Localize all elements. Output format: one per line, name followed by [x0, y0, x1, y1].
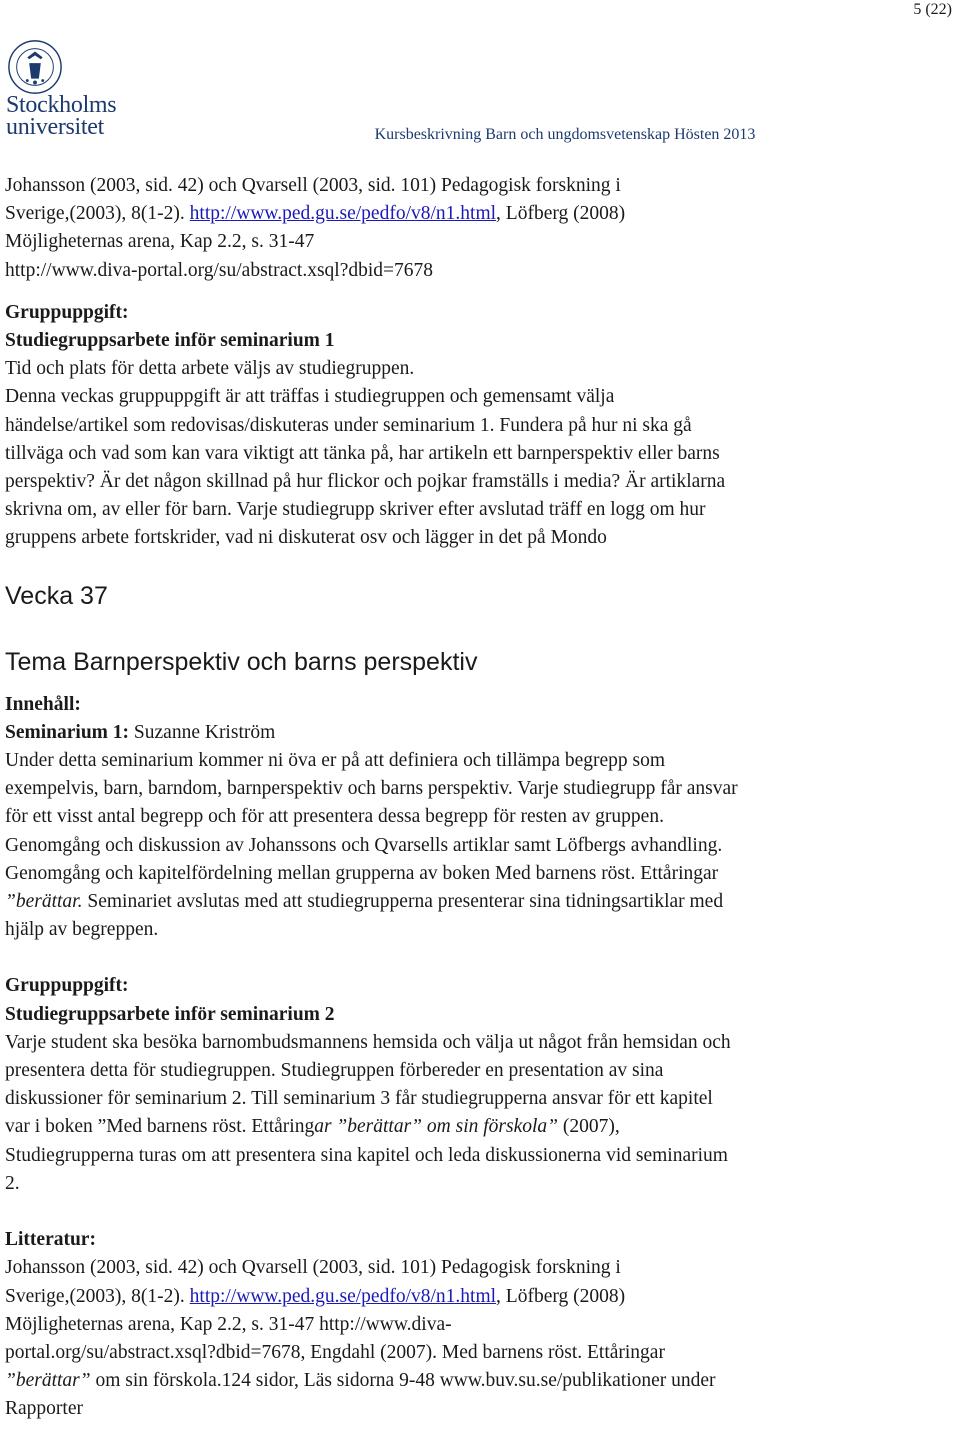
text-line: Genomgång och kapitelfördelning mellan grupperna av boken Med barnens röst. Ettåringar: [5, 862, 719, 884]
document-body: [5, 172, 950, 1424]
text-line: diskussioner för seminarium 2. Till seminarium 3 får studiegrupperna ansvar för ett kapitel: [5, 1088, 713, 1110]
logo-wordmark: Stockholms universitet: [6, 92, 117, 140]
reference-block-top: [5, 172, 950, 285]
text-line: presentera detta för studiegruppen. Studiegruppen förbereder en presentation av sina: [5, 1060, 664, 1082]
text-line: Johansson (2003, sid. 42) och Qvarsell (2003, sid. 101) Pedagogisk forskning i: [5, 175, 621, 196]
theme-title: Tema Barnperspektiv och barns perspektiv: [5, 647, 478, 676]
text-line: perspektiv? Är det någon skillnad på hur flickor och pojkar framställs i media? Är artiklarna: [5, 471, 726, 493]
text-line: Möjligheternas arena, Kap 2.2, s. 31-47: [5, 231, 315, 253]
text-line: ”berättar” om sin förskola.124 sidor, Läs sidorna 9-48 www.buv.su.se/publikationer under: [5, 1370, 716, 1392]
page-number: 5 (22): [913, 1, 952, 18]
section-heading: Gruppuppgift:: [5, 301, 129, 323]
text-line: Rapporter: [5, 1398, 83, 1420]
text-line: gruppens arbete fortskrider, vad ni diskuterat osv och lägger in det på Mondo: [5, 527, 607, 549]
content-section: [5, 691, 950, 945]
section-subheading: Studiegruppsarbete inför seminarium 2: [5, 1003, 335, 1025]
literature-section: [5, 1226, 950, 1423]
text-line: skrivna om, av eller för barn. Varje studiegrupp skriver efter avslutad träff en logg om hur: [5, 499, 706, 521]
text-line: hjälp av begreppen.: [5, 919, 159, 941]
text-line: http://www.diva-portal.org/su/abstract.xsql?dbid=7678: [5, 259, 434, 281]
text-line: Under detta seminarium kommer ni öva er på att definiera och tillämpa begrepp som: [5, 750, 666, 772]
document-header-title: Kursbeskrivning Barn och ungdomsvetenskap Hösten 2013: [374, 126, 756, 143]
text-line: Sverige,(2003), 8(1-2). http://www.ped.gu.se/pedfo/v8/n1.html, Löfberg (2008): [5, 1285, 626, 1307]
seminar-line: Seminarium 1: Suzanne Kriström: [5, 721, 276, 743]
text-line: Denna veckas gruppuppgift är att träffas i studiegruppen och gemensamt välja: [5, 386, 615, 408]
text-line: händelse/artikel som redovisas/diskuteras under seminarium 1. Fundera på hur ni ska gå: [5, 414, 692, 436]
text-line: exempelvis, barn, barndom, barnperspektiv och barns perspektiv. Varje studiegrupp får ansvar: [5, 778, 738, 800]
text-line: ”berättar. Seminariet avslutas med att studiegrupperna presenterar sina tidningsartiklar med: [5, 891, 724, 913]
text-line: var i boken ”Med barnens röst. Ettåringar ”berättar” om sin förskola” (2007),: [5, 1116, 620, 1138]
text-line: Genomgång och diskussion av Johanssons och Qvarsells artiklar samt Löfbergs avhandling.: [5, 834, 723, 856]
section-heading: Gruppuppgift:: [5, 975, 129, 997]
group-task-1: [5, 299, 950, 553]
text-line: Varje student ska besöka barnombudsmannens hemsida och välja ut något från hemsidan och: [5, 1031, 731, 1053]
text-line: tillväga och vad som kan vara viktigt att tänka på, har artikeln ett barnperspektiv eller barns: [5, 442, 720, 464]
university-logo: [6, 38, 124, 138]
text-line: portal.org/su/abstract.xsql?dbid=7678, Engdahl (2007). Med barnens röst. Ettåringar: [5, 1341, 665, 1363]
group-task-2: [5, 972, 950, 1198]
university-seal-icon: [6, 38, 64, 96]
text-line: Johansson (2003, sid. 42) och Qvarsell (2003, sid. 101) Pedagogisk forskning i: [5, 1257, 621, 1279]
text-line: 2.: [5, 1172, 20, 1194]
text-line: Tid och plats för detta arbete väljs av studiegruppen.: [5, 358, 415, 380]
ped-gu-link[interactable]: http://www.ped.gu.se/pedfo/v8/n1.html: [189, 1285, 497, 1307]
text-line: Sverige,(2003), 8(1-2). http://www.ped.gu.se/pedfo/v8/n1.html, Löfberg (2008): [5, 203, 626, 225]
section-heading: Litteratur:: [5, 1229, 96, 1251]
section-heading: Innehåll:: [5, 693, 81, 715]
ped-gu-link[interactable]: http://www.ped.gu.se/pedfo/v8/n1.html: [189, 203, 497, 225]
text-line: Möjligheternas arena, Kap 2.2, s. 31-47 http://www.diva-: [5, 1313, 452, 1335]
text-line: Studiegrupperna turas om att presentera sina kapitel och leda diskussionerna vid seminarium: [5, 1144, 728, 1166]
text-line: för ett visst antal begrepp och för att presentera dessa begrepp för resten av gruppen.: [5, 806, 664, 828]
section-subheading: Studiegruppsarbete inför seminarium 1: [5, 330, 335, 352]
week-title: Vecka 37: [5, 581, 108, 610]
